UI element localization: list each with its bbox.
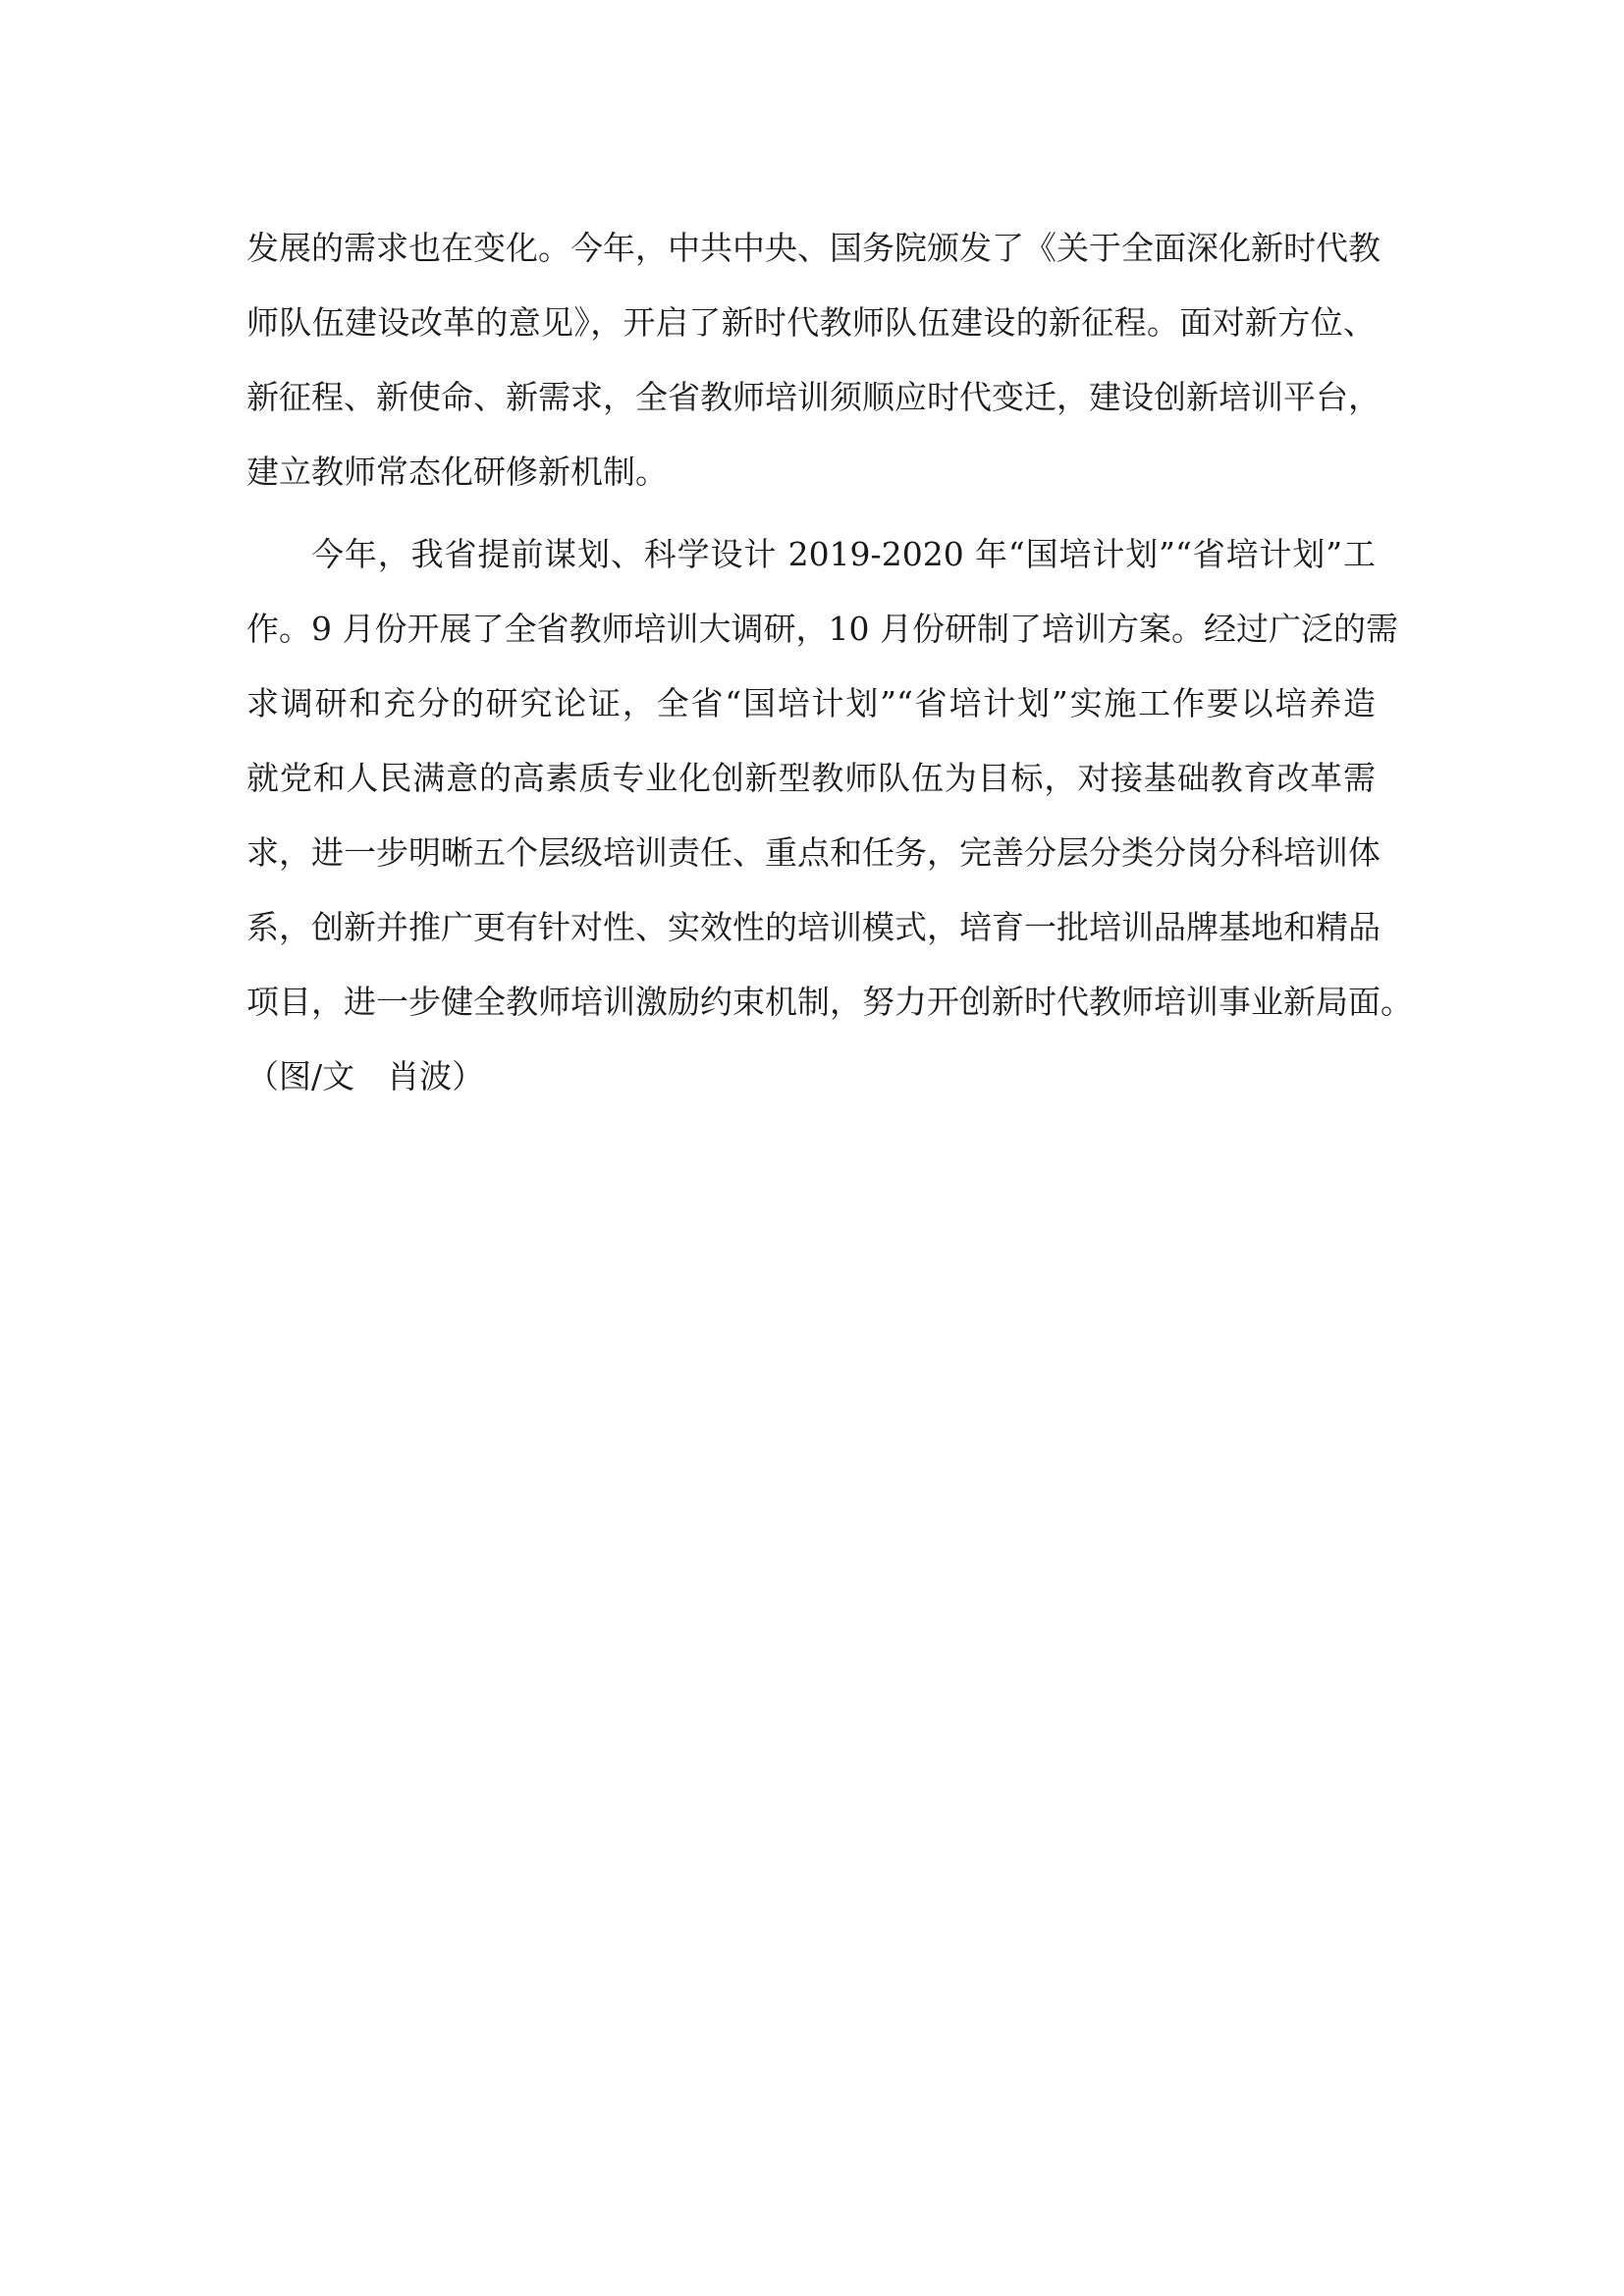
text-line: 作。9 月份开展了全省教师培训大调研，10 月份研制了培训方案。经过广泛的需 xyxy=(246,610,1398,648)
text-line: 求，进一步明晰五个层级培训责任、重点和任务，完善分层分类分岗分科培训体 xyxy=(246,833,1380,872)
text-line: 求调研和充分的研究论证，全省“国培计划”“省培计划”实施工作要以培养造 xyxy=(246,684,1376,722)
paragraph-2 xyxy=(246,517,1413,1114)
text-line: 新征程、新使命、新需求，全省教师培训须顺应时代变迁，建设创新培训平台， xyxy=(246,378,1380,416)
author-credit: （图/文 肖波） xyxy=(246,1057,485,1095)
text-line: 系，创新并推广更有针对性、实效性的培训模式，培育一批培训品牌基地和精品 xyxy=(246,908,1380,946)
text-line: 发展的需求也在变化。今年，中共中央、国务院颁发了《关于全面深化新时代教 xyxy=(246,229,1380,267)
paragraph-spacer xyxy=(246,509,1376,517)
text-line: 师队伍建设改革的意见》，开启了新时代教师队伍建设的新征程。面对新方位、 xyxy=(246,303,1376,342)
text-line: 就党和人民满意的高素质专业化创新型教师队伍为目标，对接基础教育改革需 xyxy=(246,759,1376,797)
paragraph-1 xyxy=(246,211,1380,509)
text-line: 建立教师常态化研修新机制。 xyxy=(246,453,668,491)
text-line: 今年，我省提前谋划、科学设计 2019-2020 年“国培计划”“省培计划”工 xyxy=(311,535,1376,573)
text-line: 项目，进一步健全教师培训激励约束机制，努力开创新时代教师培训事业新局面。 xyxy=(246,983,1413,1021)
article-body xyxy=(246,211,1413,1114)
